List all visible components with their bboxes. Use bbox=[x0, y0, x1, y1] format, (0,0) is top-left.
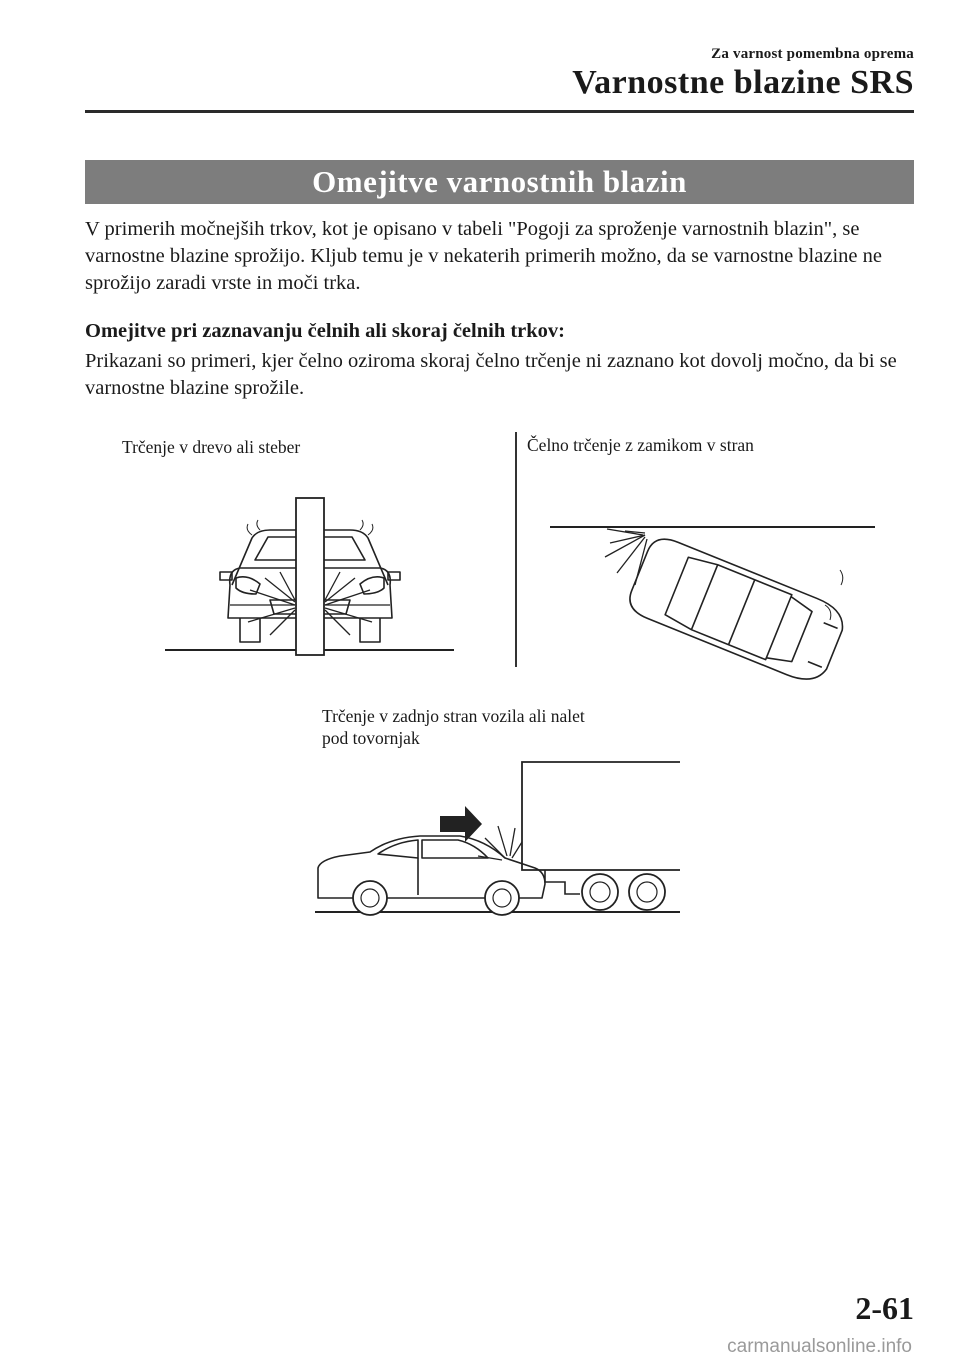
subheading-paragraph: Prikazani so primeri, kjer čelno oziroma skoraj čelno trčenje ni zaznano kot dovolj močno, da bi se varnostne blazine sprožile. bbox=[85, 350, 897, 399]
figure-underride-label-line1: Trčenje v zadnjo stran vozila ali nalet bbox=[322, 706, 585, 726]
figure-underride-collision bbox=[310, 760, 682, 920]
intro-paragraph: V primerih močnejših trkov, kot je opisano v tabeli "Pogoji za sproženje varnostnih blazin", se varnostne blazine sprožijo. Kljub temu je v nekaterih primerih možno, da se varnostne blazine ne sprožijo zaradi vrste in moči trka. bbox=[85, 218, 882, 294]
figure-offset-label: Čelno trčenje z zamikom v stran bbox=[527, 435, 754, 455]
section-title-bar bbox=[85, 160, 914, 204]
header-rule bbox=[85, 110, 914, 113]
section-title: Omejitve varnostnih blazin bbox=[312, 164, 687, 199]
header-title: Varnostne blazine SRS bbox=[572, 64, 914, 101]
watermark: carmanualsonline.info bbox=[727, 1336, 912, 1357]
figure-offset-collision bbox=[545, 515, 875, 665]
page-number: 2-61 bbox=[855, 1290, 914, 1326]
figure-underride-label bbox=[322, 705, 585, 749]
header-section-label: Za varnost pomembna oprema bbox=[711, 46, 914, 62]
figure-pole-label: Trčenje v drevo ali steber bbox=[122, 437, 301, 457]
figure-pole-collision bbox=[160, 490, 460, 665]
figure-divider bbox=[515, 432, 517, 667]
figure-underride-label-line2: pod tovornjak bbox=[322, 728, 420, 748]
subheading: Omejitve pri zaznavanju čelnih ali skoraj čelnih trkov: bbox=[85, 320, 565, 342]
